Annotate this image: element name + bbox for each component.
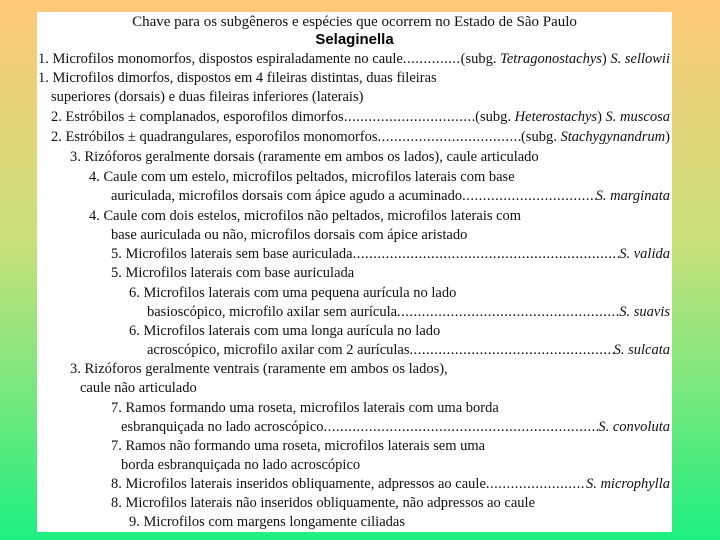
- species-name: S. valida: [619, 246, 670, 262]
- key-text: acroscópico, microfilo axilar com 2 aurículas: [147, 342, 410, 358]
- key-result: [596, 187, 672, 206]
- species-name: S. convoluta: [598, 419, 670, 435]
- species-name: S. marginata: [595, 188, 670, 204]
- key-line-7b-cont: borda esbranquiçada no lado acroscópico: [121, 457, 361, 473]
- leader-dots: [378, 128, 521, 147]
- key-text: 1. Microfilos monomorfos, dispostos espiraladamente no caule: [38, 51, 403, 67]
- key-text: 2. Estróbilos ± quadrangulares, esporofilos monomorfos: [51, 129, 378, 145]
- leader-dots: [353, 245, 620, 264]
- key-line-4b-cont: base auriculada ou não, microfilos dorsais com ápice aristado: [111, 227, 468, 243]
- key-text: 2. Estróbilos ± complanados, esporofilos dimorfos: [51, 109, 344, 125]
- key-line-7b: 7. Ramos não formando uma roseta, microfilos laterais sem uma: [111, 438, 486, 454]
- key-line-6b: 6. Microfilos laterais com uma longa aurícula no lado: [129, 323, 441, 339]
- key-text: 5. Microfilos laterais sem base auriculada: [111, 246, 353, 262]
- key-line-7a-cont: [37, 418, 672, 437]
- key-line-1b-cont: superiores (dorsais) e duas fileiras inferiores (laterais): [51, 89, 364, 105]
- leader-dots: [410, 341, 614, 360]
- key-line-3b-cont: caule não articulado: [80, 380, 197, 396]
- key-line-9a: 9. Microfilos com margens longamente ciliadas: [129, 514, 405, 530]
- key-result: (subg. Stachygynandrum): [520, 129, 670, 145]
- key-result: [586, 475, 672, 494]
- key-line-3a: 3. Rizóforos geralmente dorsais (raramente em ambos os lados), caule articulado: [70, 149, 539, 165]
- key-line-3b: 3. Rizóforos geralmente ventrais (raramente em ambos os lados),: [70, 361, 448, 377]
- key-line-6a-cont: [37, 303, 672, 322]
- key-line-1b: 1. Microfilos dimorfos, dispostos em 4 fileiras distintas, duas fileiras: [38, 70, 437, 86]
- species-name: S. suavis: [619, 304, 670, 320]
- key-line-8a: [37, 475, 672, 494]
- key-text: basioscópico, microfilo axilar sem aurícula: [147, 304, 398, 320]
- key-line-6a: 6. Microfilos laterais com uma pequena aurícula no lado: [129, 285, 457, 301]
- key-text: esbranquiçada no lado acroscópico: [121, 419, 324, 435]
- key-result: [619, 245, 672, 264]
- key-line-5b: 5. Microfilos laterais com base auriculada: [111, 265, 355, 281]
- document-page: [37, 12, 672, 532]
- key-text: auriculada, microfilos dorsais com ápice agudo a acuminado: [111, 188, 463, 204]
- key-text: 8. Microfilos laterais inseridos obliquamente, adpressos ao caule: [111, 476, 486, 492]
- leader-dots: [403, 50, 461, 69]
- key-line-7a: 7. Ramos formando uma roseta, microfilos laterais com uma borda: [111, 400, 499, 416]
- species-name: S. muscosa: [605, 109, 670, 125]
- key-line-4a-cont: [37, 187, 672, 206]
- leader-dots: [324, 418, 599, 437]
- leader-dots: [397, 303, 619, 322]
- leader-dots: [462, 187, 596, 206]
- key-result: [619, 303, 672, 322]
- key-result: (subg. Heterostachys) S. muscosa: [475, 109, 670, 125]
- key-line-5a: [37, 245, 672, 264]
- key-line-6b-cont: [37, 341, 672, 360]
- key-result: (subg. Tetragonostachys) S. sellowii: [460, 51, 670, 67]
- key-line-2a: [37, 108, 672, 127]
- species-name: S. sellowii: [610, 51, 670, 67]
- key-line-8b: 8. Microfilos laterais não inseridos obliquamente, não adpressos ao caule: [111, 495, 536, 511]
- leader-dots: [344, 108, 475, 127]
- key-line-2b: [37, 128, 672, 147]
- leader-dots: [486, 475, 586, 494]
- key-result: [598, 418, 672, 437]
- genus-name: Selaginella: [315, 31, 394, 48]
- key-line-4a: 4. Caule com um estelo, microfilos peltados, microfilos laterais com base: [89, 169, 515, 185]
- page-title: Chave para os subgêneros e espécies que ocorrem no Estado de São Paulo: [132, 14, 577, 30]
- key-line-1a: [37, 50, 672, 69]
- species-name: S. sulcata: [613, 342, 670, 358]
- key-result: [614, 341, 672, 360]
- key-line-4b: 4. Caule com dois estelos, microfilos não peltados, microfilos laterais com: [89, 208, 522, 224]
- species-name: S. microphylla: [585, 476, 670, 492]
